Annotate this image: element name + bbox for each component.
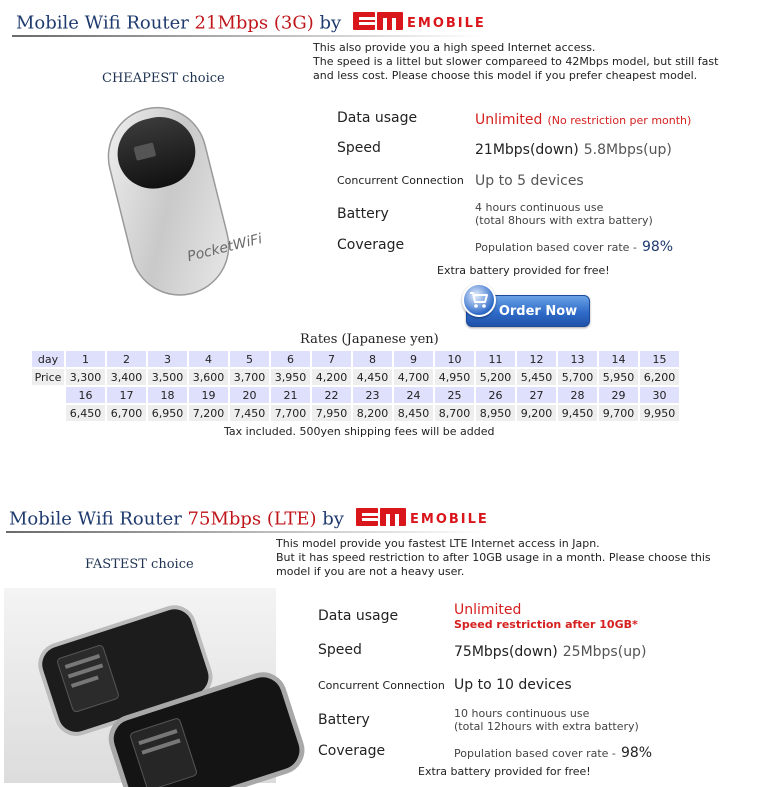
rate-price: 8,950 (476, 405, 515, 421)
rate-price: 6,700 (107, 405, 146, 421)
rate-price: 4,950 (435, 369, 474, 385)
rate-price: 7,950 (312, 405, 351, 421)
rate-day: 28 (558, 387, 597, 403)
rates-table (30, 349, 681, 423)
title-suffix: by (313, 12, 342, 34)
coverage-text: Population based cover rate - (454, 746, 616, 760)
data-usage-value (475, 104, 691, 132)
rate-day: 27 (517, 387, 556, 403)
speed-up: 5.8Mbps(up) (583, 141, 672, 158)
emobile-logo-icon (353, 10, 515, 32)
battery-value (475, 197, 691, 231)
data-usage-label: Data usage (337, 110, 418, 126)
rate-day: 20 (230, 387, 269, 403)
rate-day: 24 (394, 387, 433, 403)
rate-day: 13 (558, 351, 597, 367)
title-accent: 75Mbps (LTE) (187, 508, 317, 530)
rate-day: 11 (476, 351, 515, 367)
battery-line: (total 12hours with extra battery) (454, 719, 639, 733)
rate-day: 10 (435, 351, 474, 367)
coverage-value (454, 736, 652, 766)
pocketwifi-3g-image (100, 98, 264, 312)
data-usage-note: (No restriction per month) (547, 113, 692, 127)
battery-value (454, 703, 652, 736)
rate-price: 8,200 (353, 405, 392, 421)
data-usage-label: Data usage (318, 608, 399, 624)
rate-price: 7,200 (189, 405, 228, 421)
connection-label: Concurrent Connection (337, 174, 464, 187)
rate-price: 9,950 (640, 405, 679, 421)
title-suffix: by (316, 508, 344, 530)
router-3g-icon (100, 98, 264, 308)
rate-price: 7,700 (271, 405, 310, 421)
title-accent: 21Mbps (3G) (194, 12, 314, 34)
rate-day: 1 (66, 351, 105, 367)
section2-choice-label: FASTEST choice (85, 557, 194, 572)
extra-battery-note: Extra battery provided for free! (418, 765, 591, 778)
rates-price-label: Price (32, 369, 64, 385)
rate-day: 21 (271, 387, 310, 403)
connection-label: Concurrent Connection (318, 678, 445, 692)
intro-line: This also provide you a high speed Internet access. (313, 41, 596, 54)
speed-value (475, 132, 691, 164)
section2-specs (318, 599, 652, 766)
cart-icon[interactable] (462, 283, 496, 317)
coverage-value (475, 231, 691, 259)
rates-day-label: day (32, 351, 64, 367)
section1-specs (337, 104, 691, 259)
intro-line: and less cost. Please choose this model if you prefer cheapest model. (313, 69, 698, 82)
rate-day: 16 (66, 387, 105, 403)
svg-text:EMOBILE: EMOBILE (406, 16, 486, 31)
rate-day: 4 (189, 351, 228, 367)
speed-down: 75Mbps(down) (454, 643, 558, 660)
data-usage-value (454, 599, 652, 633)
intro-line: This model provide you fastest LTE Internet access in Japn. (276, 537, 600, 550)
rate-price: 8,450 (394, 405, 433, 421)
rate-day: 7 (312, 351, 351, 367)
rate-price: 4,200 (312, 369, 351, 385)
title-prefix: Mobile Wifi Router (9, 508, 188, 530)
rate-day: 5 (230, 351, 269, 367)
rate-day: 18 (148, 387, 187, 403)
rate-price: 6,200 (640, 369, 679, 385)
rate-price: 3,500 (148, 369, 187, 385)
rate-price: 6,950 (148, 405, 187, 421)
data-usage-value-text: Unlimited (475, 111, 543, 128)
connection-value: Up to 5 devices (475, 172, 584, 189)
rate-day: 8 (353, 351, 392, 367)
emobile-logo (356, 506, 522, 533)
coverage-label: Coverage (318, 743, 386, 759)
svg-text:EMOBILE: EMOBILE (409, 512, 489, 527)
order-now-widget[interactable] (462, 283, 592, 329)
rate-price: 9,200 (517, 405, 556, 421)
rates-title: Rates (Japanese yen) (300, 332, 439, 347)
rate-price: 4,450 (353, 369, 392, 385)
rate-day: 23 (353, 387, 392, 403)
speed-label: Speed (337, 140, 381, 156)
title-prefix: Mobile Wifi Router (16, 12, 195, 34)
section2-title (9, 506, 522, 533)
coverage-pct: 98% (620, 744, 653, 761)
battery-line: 4 hours continuous use (475, 201, 604, 214)
coverage-text: Population based cover rate - (475, 240, 637, 254)
data-usage-note: Speed restriction after 10GB* (454, 617, 638, 631)
rate-day: 6 (271, 351, 310, 367)
intro-line: But it has speed restriction to after 10GB usage in a month. Please choose this (276, 551, 711, 564)
section1-intro (313, 41, 753, 83)
rate-price: 6,450 (66, 405, 105, 421)
rate-day: 15 (640, 351, 679, 367)
rate-day: 14 (599, 351, 638, 367)
emobile-logo (353, 10, 515, 37)
data-usage-value-text: Unlimited (454, 601, 522, 618)
speed-up: 25Mbps(up) (562, 643, 647, 660)
battery-label: Battery (318, 711, 370, 728)
battery-line: 10 hours continuous use (454, 706, 590, 720)
pocketwifi-lte-image (4, 588, 276, 783)
rate-price: 3,300 (66, 369, 105, 385)
tax-note: Tax included. 500yen shipping fees will be added (224, 425, 495, 438)
svg-text:PocketWiFi: PocketWiFi (185, 231, 264, 266)
rate-price: 5,950 (599, 369, 638, 385)
speed-label: Speed (318, 642, 362, 658)
battery-line: (total 8hours with extra battery) (475, 214, 653, 227)
rate-day: 26 (476, 387, 515, 403)
shopping-cart-icon (469, 291, 489, 309)
rate-day: 22 (312, 387, 351, 403)
connection-value: Up to 10 devices (454, 677, 572, 693)
speed-value (454, 633, 652, 667)
order-now-label: Order Now (498, 303, 578, 319)
battery-label: Battery (337, 206, 389, 222)
router-lte-icon (4, 588, 276, 783)
section1-title (16, 10, 515, 37)
rate-price: 3,950 (271, 369, 310, 385)
coverage-label: Coverage (337, 237, 405, 253)
rate-day: 9 (394, 351, 433, 367)
section2-divider (6, 531, 486, 533)
rate-price: 3,600 (189, 369, 228, 385)
rate-day: 2 (107, 351, 146, 367)
extra-battery-note: Extra battery provided for free! (437, 264, 610, 277)
speed-down: 21Mbps(down) (475, 141, 579, 158)
rate-price: 3,700 (230, 369, 269, 385)
emobile-logo-icon (356, 506, 522, 528)
intro-line: model if you are not a heavy user. (276, 565, 465, 578)
rate-price: 9,700 (599, 405, 638, 421)
section1-choice-label: CHEAPEST choice (102, 71, 225, 86)
rate-day: 29 (599, 387, 638, 403)
rate-price: 5,200 (476, 369, 515, 385)
rate-day: 12 (517, 351, 556, 367)
rate-price: 8,700 (435, 405, 474, 421)
rate-price: 4,700 (394, 369, 433, 385)
rate-price: 9,450 (558, 405, 597, 421)
intro-line: The speed is a littel but slower compareed to 42Mbps model, but still fast (313, 55, 719, 68)
section2-intro (276, 537, 746, 579)
rate-day: 19 (189, 387, 228, 403)
rate-day: 30 (640, 387, 679, 403)
rate-day: 17 (107, 387, 146, 403)
rate-day: 3 (148, 351, 187, 367)
section1-divider (12, 35, 482, 37)
rate-day: 25 (435, 387, 474, 403)
rate-price: 5,450 (517, 369, 556, 385)
rate-price: 3,400 (107, 369, 146, 385)
coverage-pct: 98% (641, 238, 674, 255)
rate-price: 5,700 (558, 369, 597, 385)
rate-price: 7,450 (230, 405, 269, 421)
